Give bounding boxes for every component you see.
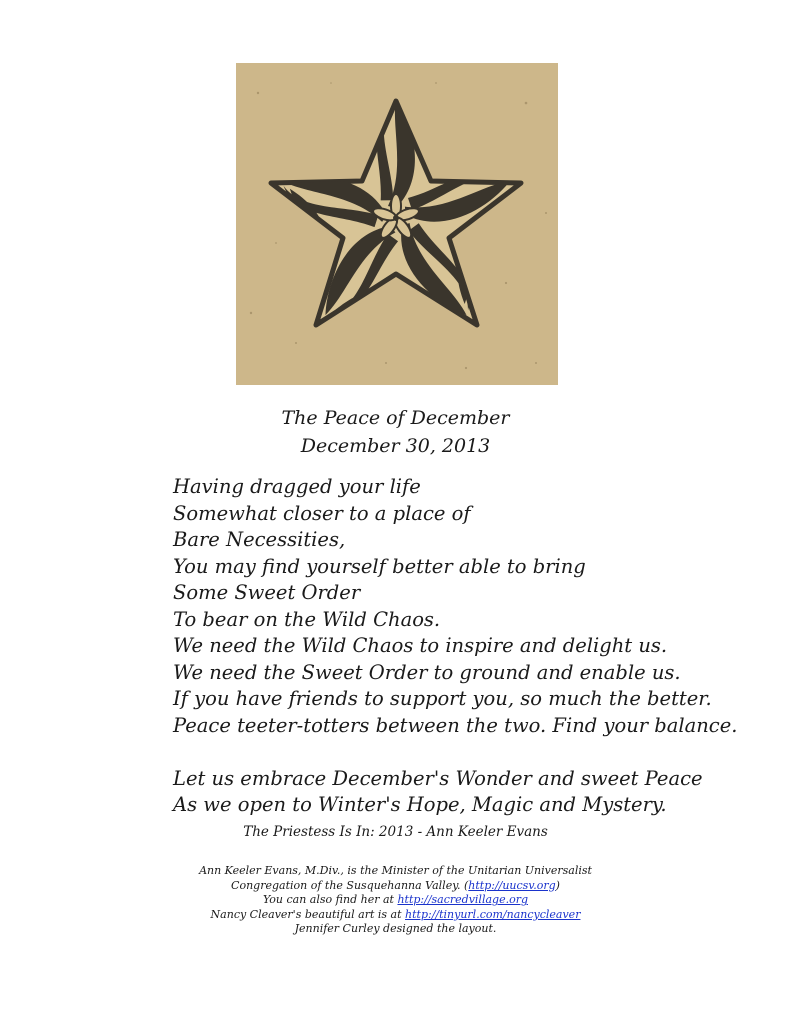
- poem-line: Having dragged your life: [173, 475, 421, 498]
- uucsv-link[interactable]: http://uucsv.org: [468, 878, 556, 892]
- attribution: The Priestess Is In: 2013 - Ann Keeler Evans: [243, 824, 548, 840]
- heading: [0, 404, 791, 460]
- footer-line: Ann Keeler Evans, M.Div., is the Minister of the Unitarian Universalist: [199, 864, 592, 877]
- footer-line: [0, 908, 791, 923]
- footer-credits: [0, 864, 791, 937]
- sacredvillage-link[interactable]: http://sacredvillage.org: [397, 893, 528, 907]
- poem-line: We need the Sweet Order to ground and enable us.: [173, 660, 681, 684]
- footer-text: Congregation of the Susquehanna Valley. (: [231, 878, 469, 892]
- poem-line: Bare Necessities,: [173, 528, 346, 551]
- poem-line: Peace teeter-totters between the two. Find your balance.: [173, 713, 738, 737]
- page-date: December 30, 2013: [300, 435, 491, 457]
- nancycleaver-link[interactable]: http://tinyurl.com/nancycleaver: [405, 907, 581, 921]
- footer-text: ): [555, 878, 560, 892]
- footer-text: You can also find her at: [263, 893, 398, 907]
- poem-line: You may find yourself better able to bring: [173, 554, 586, 578]
- star-artwork-icon: [236, 63, 558, 385]
- footer-line: [0, 893, 791, 908]
- page-title: The Peace of December: [281, 407, 510, 429]
- poem-line: As we open to Winter's Hope, Magic and Mystery.: [173, 793, 667, 816]
- poem-line: If you have friends to support you, so much the better.: [173, 687, 712, 710]
- footer-text: Nancy Cleaver's beautiful art is at: [210, 907, 406, 921]
- poem-line: Somewhat closer to a place of: [173, 501, 471, 525]
- poem-line: Let us embrace December's Wonder and sweet Peace: [173, 766, 703, 790]
- star-artwork: [236, 63, 558, 385]
- poem-line: To bear on the Wild Chaos.: [173, 607, 441, 631]
- poem: [173, 474, 738, 819]
- footer-line: [0, 879, 791, 894]
- poem-line: We need the Wild Chaos to inspire and delight us.: [173, 634, 668, 657]
- stanza-break: [173, 739, 733, 766]
- poem-line: Some Sweet Order: [173, 581, 361, 604]
- footer-line: Jennifer Curley designed the layout.: [294, 922, 497, 936]
